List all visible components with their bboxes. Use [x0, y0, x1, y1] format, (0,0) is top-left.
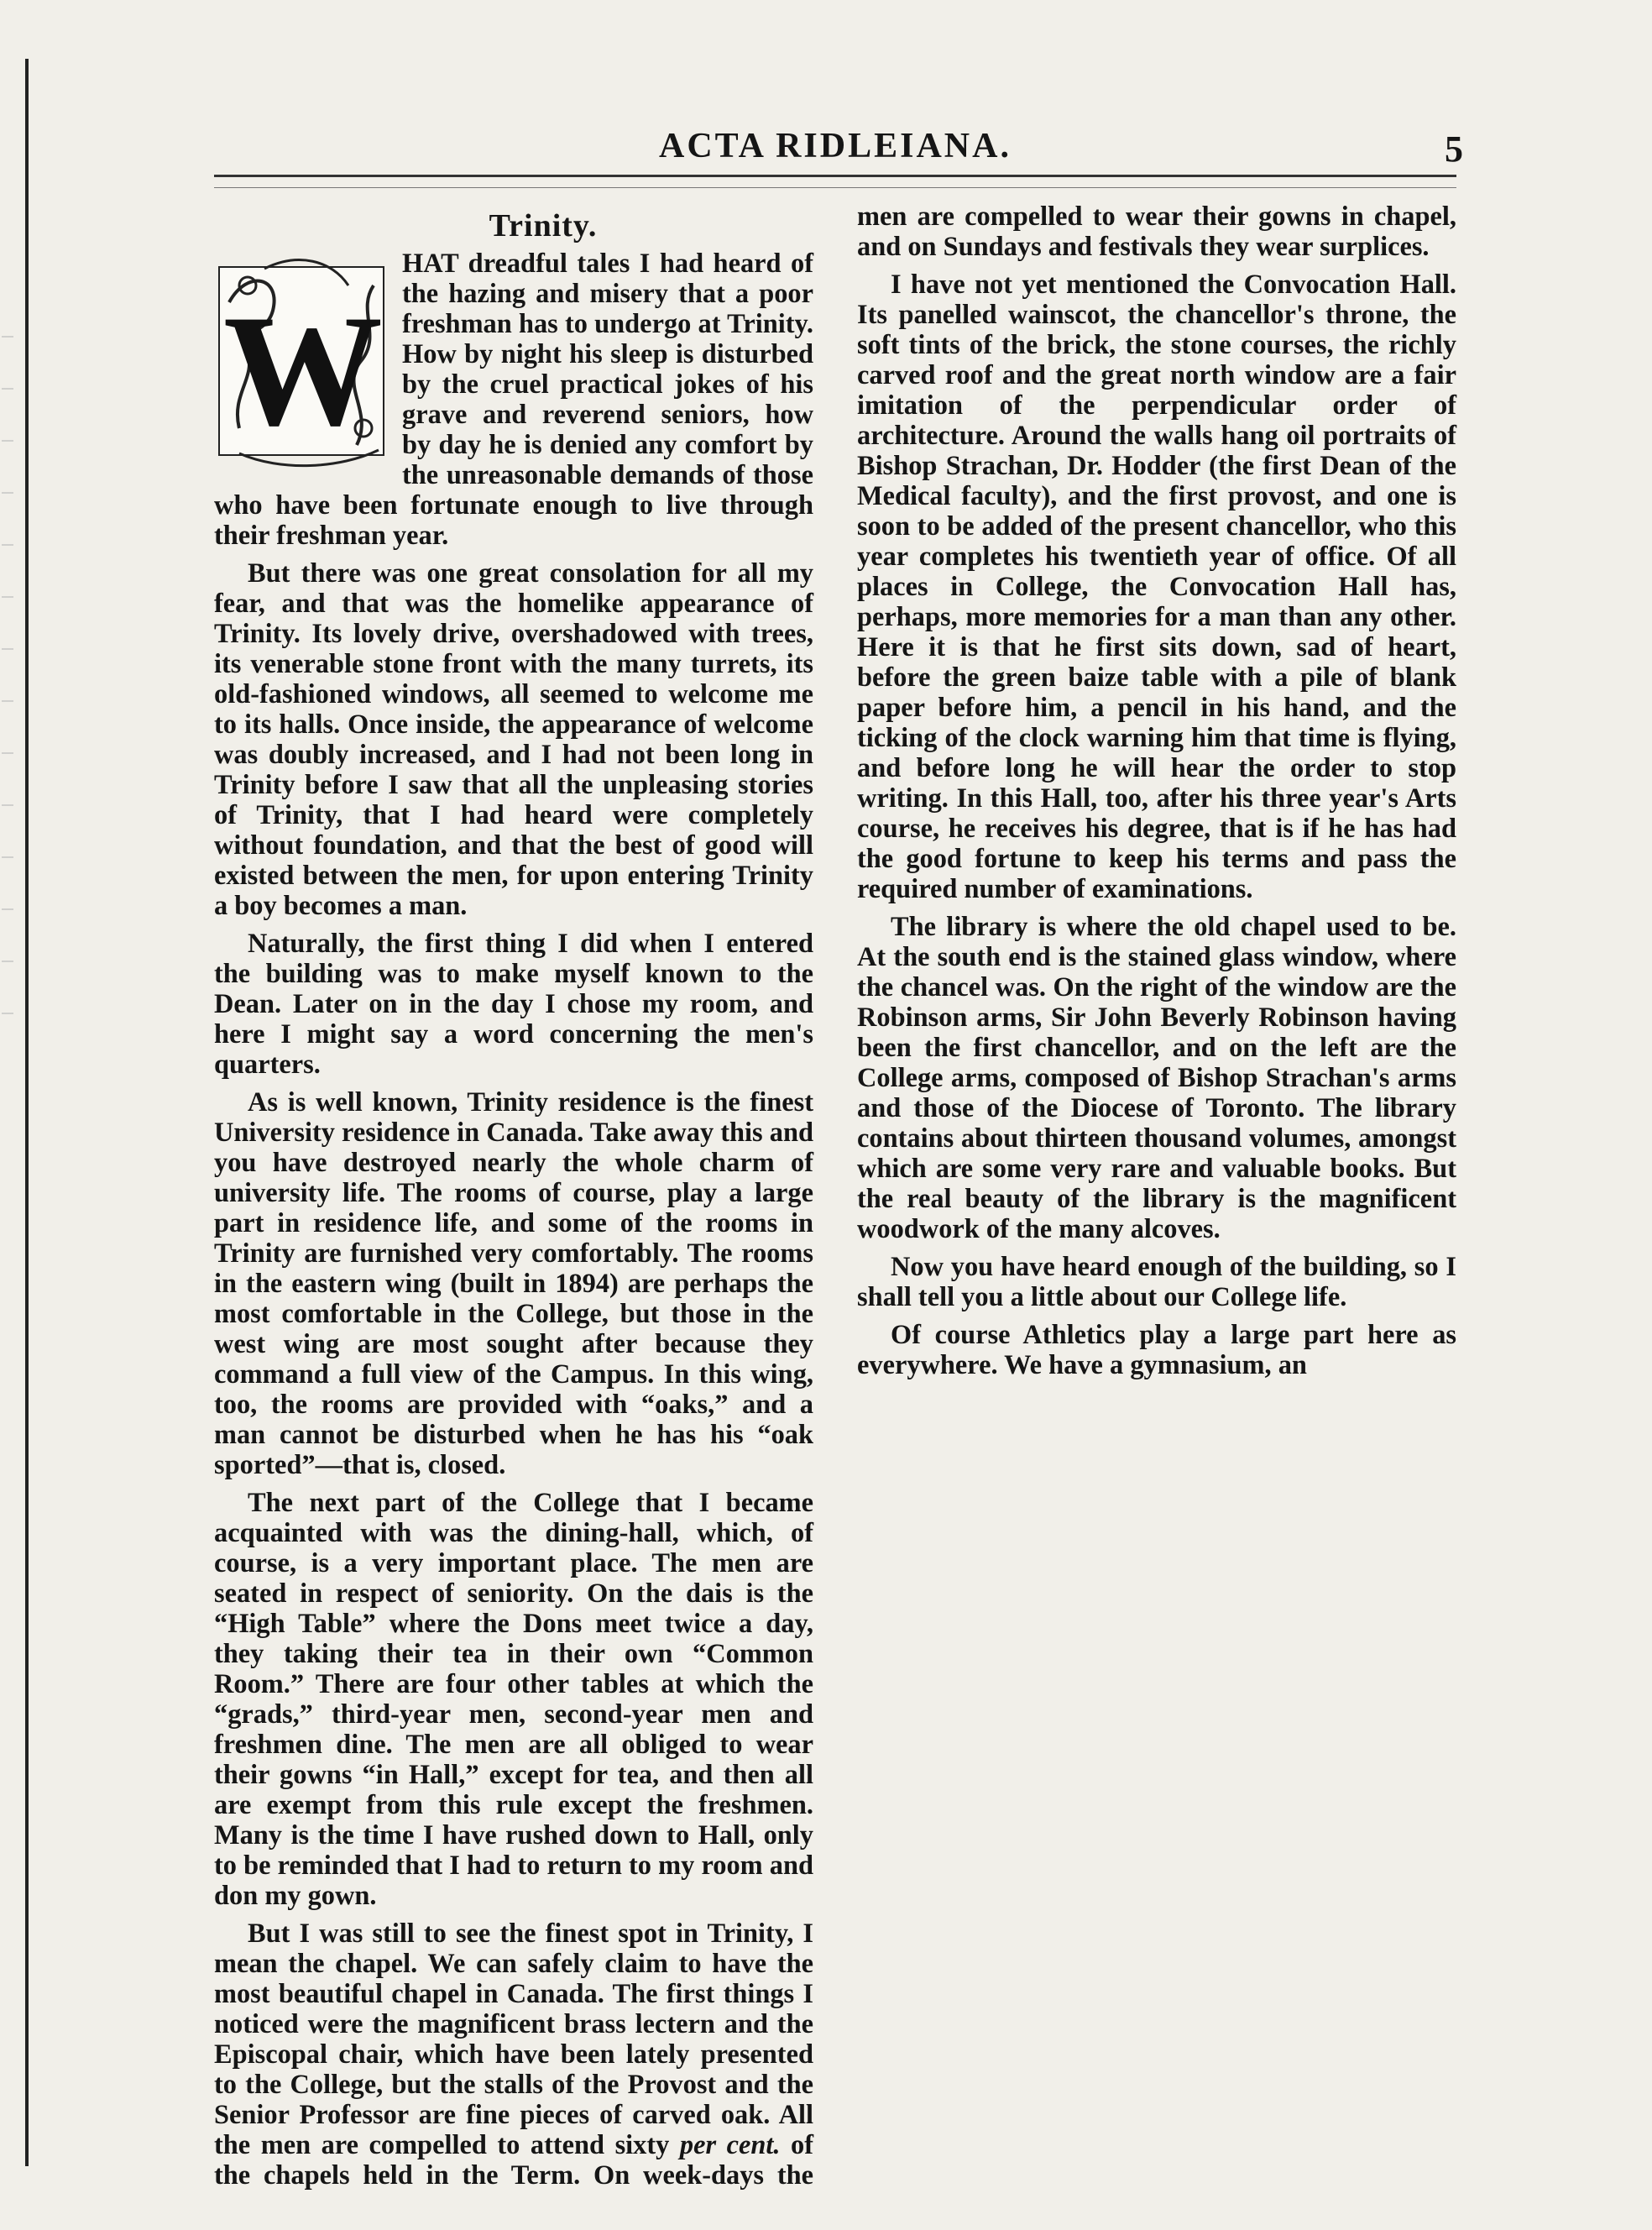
- paragraph-text: I have not yet mentioned the Convocation Hall. Its panelled wainscot, the chancellor's throne, the soft tints of the brick, the stone courses, the richly carved roof and the great north window are a fair imitation of the perpendicular order of architecture. Around the walls hang oil portraits of Bishop Strachan, Dr. Hodder (the first Dean of the Medical faculty), and the first provost, and one is soon to be added of the present chancellor, who this year completes his twentieth year of office. Of all places in College, the Convocation Hall has, perhaps, more memories for a man than any other. Here it is that he first sits down, sad of heart, before the green baize table with a pile of blank paper before him, a pencil in his hand, and the ticking of the clock warning him that time is flying, and before long he will hear the order to stop writing. In this Hall, too, after his three year's Arts course, he receives his degree, that is if he has had the good fortune to keep his terms and pass the required number of examinations.: [857, 270, 1456, 904]
- ornamental-w-icon: [214, 252, 392, 474]
- running-title: ACTA RIDLEIANA.: [659, 127, 1012, 165]
- paragraph-text: The next part of the College that I became acquainted with was the dining-hall, which, of course, is a very important place. The men are seated in respect of seniority. On the dais is the “High Table” where the Dons meet twice a day, they taking their tea in their own “Common Room.” There are four other tables at which the “grads,” third-year men, second-year men and freshmen dine. The men are all obliged to wear their gowns “in Hall,” except for tea, and then all are exempt from this rule except the freshmen. Many is the time I have rushed down to Hall, only to be reminded that I had to return to my room and don my gown.: [214, 1488, 813, 1911]
- paragraph-7: [857, 270, 1456, 904]
- paragraph-1: [214, 249, 813, 551]
- paragraph-text: of the chapels held in the Term. On week-days the men are compelled to wear their gowns in chapel, and on Sundays and festivals they wear surplices.: [214, 202, 1456, 2191]
- drop-cap-ornament: [214, 252, 392, 474]
- paragraph-text: The library is where the old chapel used to be. At the south end is the stained glass window, where the chancel was. On the right of the window are the Robinson arms, Sir John Beverly Robinson having been the first chancellor, and on the left are the College arms, composed of Bishop Strachan's arms and those of the Diocese of Toronto. The library contains about thirteen thousand volumes, amongst which are some very rare and valuable books. But the real beauty of the library is the magnificent woodwork of the many alcoves.: [857, 912, 1456, 1244]
- svg-text:W: W: [223, 283, 383, 459]
- paragraph-10: [857, 1320, 1456, 1380]
- left-margin-rule: [25, 59, 29, 2166]
- paragraph-9: [857, 1252, 1456, 1312]
- header-rule: [214, 175, 1456, 188]
- italic-text: per cent.: [679, 2130, 781, 2160]
- paragraph-text: As is well known, Trinity residence is the finest University residence in Canada. Take away this and you have destroyed nearly the whole charm of university life. The rooms of course, play a large part in residence life, and some of the rooms in Trinity are furnished very comfortably. The rooms in the eastern wing (built in 1894) are perhaps the most comfortable in the College, but those in the west wing are most sought after because they command a full view of the Campus. In this wing, too, the rooms are provided with “oaks,” and a man cannot be disturbed when he has his “oak sported”—that is, closed.: [214, 1087, 813, 1480]
- paragraph-3: [214, 929, 813, 1080]
- paragraph-text: HAT dreadful tales I had heard of the hazing and misery that a poor freshman has to undergo at Trinity. How by night his sleep is disturbed by the cruel practical jokes of his grave and reverend seniors, how by day he is denied any comfort by the unreasonable demands of those who have been fortunate enough to live through their freshman year.: [214, 249, 813, 551]
- paragraph-text: Naturally, the first thing I did when I entered the building was to make myself known to the Dean. Later on in the day I chose my room, and here I might say a word concerning the men's quarters.: [214, 929, 813, 1080]
- paragraph-text: Of course Athletics play a large part here as everywhere. We have a gymnasium, an: [857, 1320, 1456, 1380]
- article-body: [214, 202, 1456, 2200]
- paragraph-2: [214, 558, 813, 921]
- paragraph-8: [857, 912, 1456, 1244]
- paragraph-text: But there was one great consolation for all my fear, and that was the homelike appearance of Trinity. Its lovely drive, overshadowed with trees, its venerable stone front with the many turrets, its old-fashioned windows, all seemed to welcome me to its halls. Once inside, the appearance of welcome was doubly increased, and I had not been long in Trinity before I saw that all the unpleasing stories of Trinity, that I had heard were completely without foundation, and that the best of good will existed between the men, for upon entering Trinity a boy becomes a man.: [214, 558, 813, 921]
- page-number: 5: [1445, 128, 1463, 170]
- paragraph-4: [214, 1087, 813, 1480]
- page-edge-marks: [2, 285, 13, 1041]
- article-title: Trinity.: [489, 208, 598, 243]
- paragraph-5: [214, 1488, 813, 1911]
- paragraph-text: Now you have heard enough of the building, so I shall tell you a little about our College life.: [857, 1252, 1456, 1312]
- paragraph-text: But I was still to see the finest spot in Trinity, I mean the chapel. We can safely claim to have the most beautiful chapel in Canada. The first things I noticed were the magnificent brass lectern and the Episcopal chair, which have been lately presented to the College, but the stalls of the Provost and the Senior Professor are fine pieces of carved oak. All the men are compelled to attend sixty: [214, 1919, 813, 2160]
